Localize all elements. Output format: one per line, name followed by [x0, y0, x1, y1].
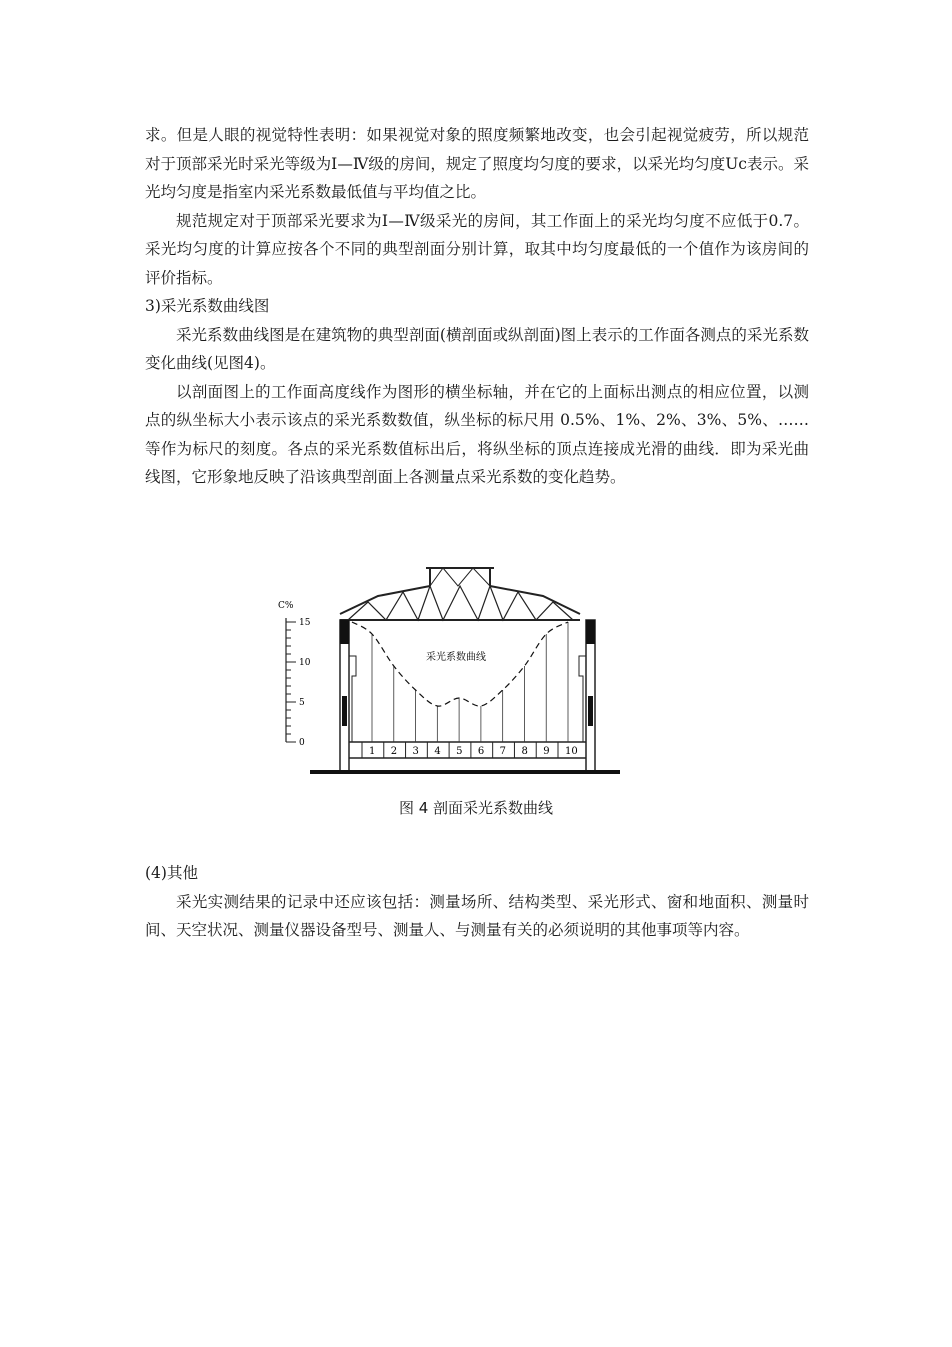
paragraph-curve-definition: 采光系数曲线图是在建筑物的典型剖面(横剖面或纵剖面)图上表示的工作面各测点的采光系数变化曲线(见图4)。 — [145, 325, 809, 372]
y-tick-label: 5 — [299, 698, 305, 708]
heading-curve-diagram: 3)采光系数曲线图 — [145, 297, 270, 315]
right-wall-window — [588, 696, 593, 726]
x-tick-label: 3 — [412, 746, 419, 757]
y-tick-label: 15 — [299, 618, 311, 628]
section-drawing — [268, 546, 628, 786]
left-wall-beam — [340, 620, 349, 644]
x-tick-label: 4 — [434, 746, 441, 757]
heading-other: (4)其他 — [145, 864, 198, 882]
roof-right — [490, 586, 580, 614]
x-tick-label: 6 — [477, 746, 485, 757]
x-tick-label: 2 — [390, 746, 398, 757]
left-wall-window — [342, 696, 347, 726]
roof-left — [340, 586, 430, 614]
x-tick-label: 7 — [499, 746, 507, 757]
section-daylight-uniformity — [145, 121, 809, 492]
right-wall-beam — [586, 620, 595, 644]
x-tick-label: 1 — [369, 746, 376, 757]
paragraph-uniformity-rule: 规范规定对于顶部采光要求为Ⅰ—Ⅳ级采光的房间，其工作面上的采光均匀度不应低于0.7。采光均匀度的计算应按各个不同的典型剖面分别计算，取其中均匀度最低的一个值作为该房间的评价指标。 — [145, 211, 809, 287]
truss-web — [348, 586, 573, 620]
y-tick-label: 10 — [299, 658, 311, 668]
x-tick-label: 9 — [543, 746, 550, 757]
curve-label: 采光系数曲线 — [426, 652, 486, 663]
y-unit-label: C% — [278, 601, 294, 611]
paragraph-curve-method: 以剖面图上的工作面高度线作为图形的横坐标轴，并在它的上面标出测点的相应位置，以测点的纵坐标大小表示该点的采光系数数值，纵坐标的标尺用 0.5%、1%、2%、3%、5%、……等作为标尺的刻度。各点的采光系数值标出后，将纵坐标的顶点连接成光滑的曲线．即为采光曲线图，它形象地反映了沿该典型剖面上各测量点采光系数的变化趋势。 — [145, 382, 809, 486]
right-column — [579, 656, 586, 742]
daylight-factor-curve — [352, 622, 578, 758]
figure-section-daylight-curve — [268, 546, 628, 786]
left-column — [349, 656, 356, 742]
x-tick-label: 10 — [565, 746, 578, 757]
figure-caption: 图 4 剖面采光系数曲线 — [398, 799, 554, 817]
y-axis-ticks — [286, 618, 311, 748]
paragraph-uniformity-intro: 求。但是人眼的视觉特性表明：如果视觉对象的照度频繁地改变，也会引起视觉疲劳，所以规范对于顶部采光时采光等级为Ⅰ—Ⅳ级的房间，规定了照度均匀度的要求，以采光均匀度Uc表示。采光均匀度是指室内采光系数最低值与平均值之比。 — [145, 126, 809, 201]
lantern-truss — [430, 568, 490, 586]
paragraph-record-contents: 采光实测结果的记录中还应该包括：测量场所、结构类型、采光形式、窗和地面积、测量时间、天空状况、测量仪器设备型号、测量人、与测量有关的必须说明的其他事项等内容。 — [145, 892, 809, 939]
x-tick-label: 8 — [521, 746, 528, 757]
daylight-curve-line — [352, 622, 568, 706]
x-tick-label: 5 — [456, 746, 463, 757]
y-tick-label: 0 — [299, 738, 305, 748]
section-other — [145, 859, 809, 945]
